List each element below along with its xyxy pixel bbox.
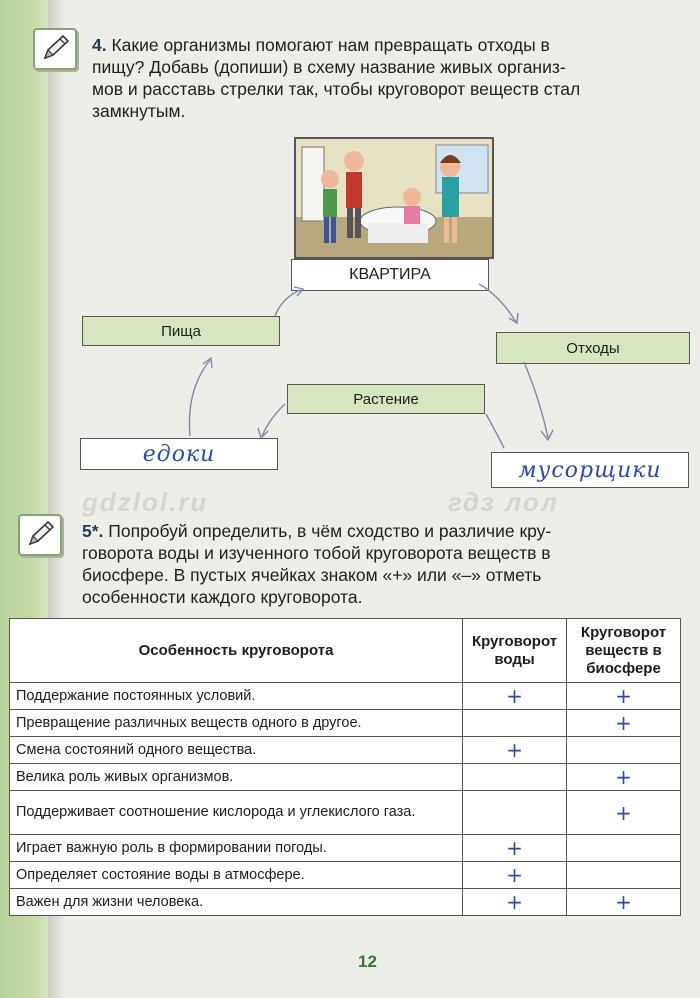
water-mark-cell[interactable]	[463, 710, 567, 737]
task4-line-2: пищу? Добавь (допиши) в схему название живых организ-	[92, 57, 566, 77]
left-answer-box[interactable]	[80, 438, 278, 470]
feature-cell: Превращение различных веществ одного в другое.	[10, 710, 463, 737]
pencil-icon	[33, 28, 77, 70]
table-header-row	[10, 619, 681, 683]
header-feature: Особенность круговорота	[10, 619, 463, 683]
table-row	[10, 835, 681, 862]
biosphere-mark-cell[interactable]: +	[567, 710, 681, 737]
table-row	[10, 862, 681, 889]
water-mark-cell[interactable]	[463, 764, 567, 791]
feature-cell: Определяет состояние воды в атмосфере.	[10, 862, 463, 889]
waste-box	[496, 332, 690, 364]
task4-line-4: замкнутым.	[92, 101, 186, 121]
biosphere-mark-cell[interactable]: +	[567, 889, 681, 916]
page-number: 12	[358, 952, 377, 971]
header-biosphere: Круговорот веществ в биосфере	[567, 619, 681, 683]
water-mark-cell[interactable]: +	[463, 889, 567, 916]
handwritten-answer-left: едоки	[142, 441, 216, 467]
table-row	[10, 889, 681, 916]
task4-line-1: Какие организмы помогают нам превращать отходы в	[111, 35, 550, 55]
task5-line-3: биосфере. В пустых ячейках знаком «+» или «–» отметь	[82, 565, 542, 585]
arrow-plant-to-left-box	[262, 404, 285, 436]
task5-number: 5*.	[82, 521, 104, 541]
water-mark-cell[interactable]	[463, 791, 567, 835]
watermark-cyrillic: гдз лол	[448, 487, 559, 517]
right-answer-box[interactable]	[491, 452, 689, 488]
table-row	[10, 791, 681, 835]
feature-cell: Смена состояний одного вещества.	[10, 737, 463, 764]
pencil-icon	[18, 514, 62, 556]
table-row	[10, 737, 681, 764]
arrow-waste-to-right-box	[524, 362, 548, 438]
apartment-label: КВАРТИРА	[349, 266, 431, 283]
feature-cell: Поддерживает соотношение кислорода и углекислого газа.	[10, 791, 463, 835]
header-water: Круговорот воды	[463, 619, 567, 683]
biosphere-mark-cell[interactable]: +	[567, 764, 681, 791]
table-row	[10, 683, 681, 710]
water-mark-cell[interactable]: +	[463, 835, 567, 862]
task5-line-1: Попробуй определить, в чём сходство и различие кру-	[108, 521, 552, 541]
task4-line-3: мов и расставь стрелки так, чтобы круговорот веществ стал	[92, 79, 581, 99]
biosphere-mark-cell[interactable]	[567, 862, 681, 889]
task5-line-2: говорота воды и изученного тобой круговорота веществ в	[82, 543, 551, 563]
arrow-plant-to-right-box	[486, 414, 504, 448]
biosphere-mark-cell[interactable]: +	[567, 683, 681, 710]
food-label: Пища	[161, 322, 201, 340]
food-box	[82, 316, 280, 346]
plant-box	[287, 384, 485, 414]
task4-number: 4.	[92, 35, 107, 55]
water-mark-cell[interactable]: +	[463, 862, 567, 889]
feature-cell: Важен для жизни человека.	[10, 889, 463, 916]
biosphere-mark-cell[interactable]	[567, 835, 681, 862]
features-table	[9, 618, 681, 916]
biosphere-mark-cell[interactable]: +	[567, 791, 681, 835]
feature-cell: Велика роль живых организмов.	[10, 764, 463, 791]
handwritten-answer-right: мусорщики	[518, 457, 662, 483]
water-mark-cell[interactable]: +	[463, 683, 567, 710]
plant-label: Растение	[353, 390, 419, 408]
apartment-box	[291, 259, 489, 291]
table-row	[10, 710, 681, 737]
table-row	[10, 764, 681, 791]
biosphere-mark-cell[interactable]	[567, 737, 681, 764]
arrow-food-to-apartment	[275, 290, 300, 316]
water-mark-cell[interactable]: +	[463, 737, 567, 764]
watermark-latin: gdzlol.ru	[82, 487, 209, 517]
task5-line-4: особенности каждого круговорота.	[82, 587, 363, 607]
waste-label: Отходы	[566, 339, 620, 357]
arrow-left-box-to-food	[189, 360, 210, 436]
feature-cell: Играет важную роль в формировании погоды.	[10, 835, 463, 862]
family-dinner-illustration	[294, 137, 494, 259]
feature-cell: Поддержание постоянных условий.	[10, 683, 463, 710]
